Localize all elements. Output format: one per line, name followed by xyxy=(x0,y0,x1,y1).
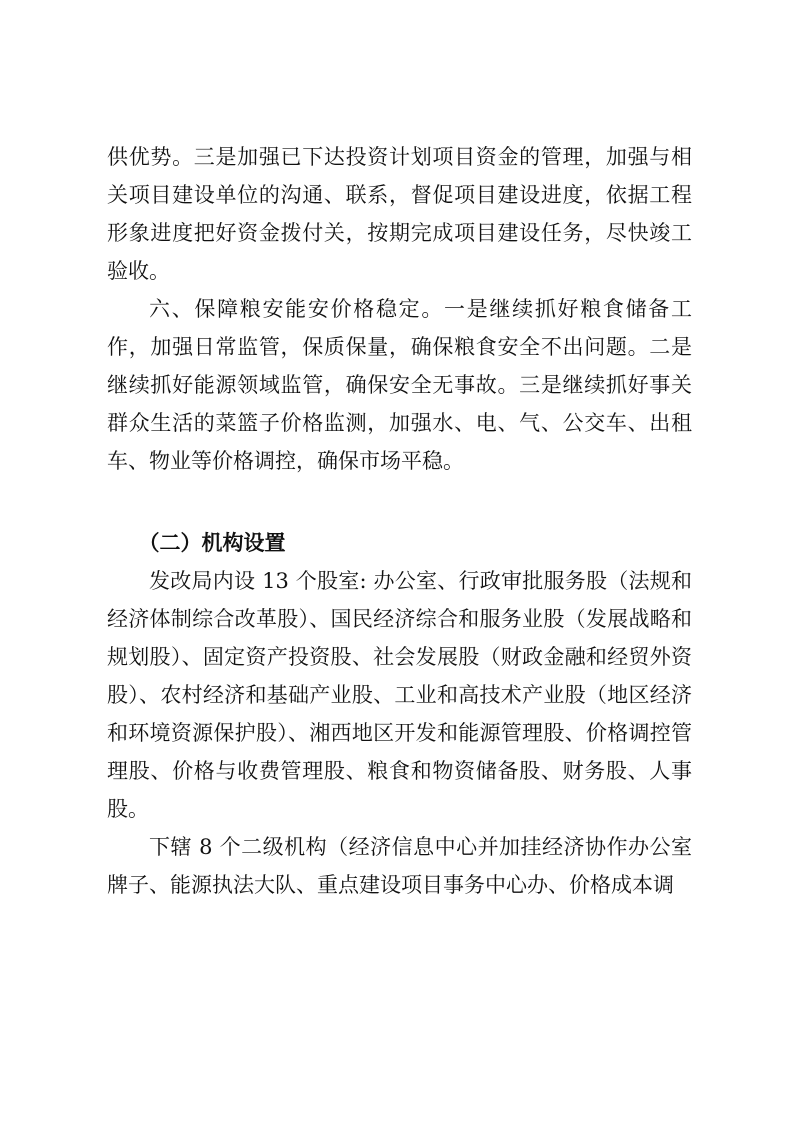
document-body xyxy=(107,138,692,904)
section-heading-organization: （二）机构设置 xyxy=(138,531,286,555)
section-spacer xyxy=(107,480,692,524)
paragraph-subordinate-units: 下辖 8 个二级机构（经济信息中心并加挂经济协作办公室牌子、能源执法大队、重点建设项目事务中心办、价格成本调 xyxy=(107,835,692,897)
paragraph-price-stability: 六、保障粮安能安价格稳定。一是继续抓好粮食储备工作，加强日常监管，保质保量，确保粮食安全不出问题。二是继续抓好能源领域监管，确保安全无事故。三是继续抓好事关群众生活的菜篮子价格监测，加强水、电、气、公交车、出租车、物业等价格调控，确保市场平稳。 xyxy=(107,297,692,473)
paragraph-investment-management: 供优势。三是加强已下达投资计划项目资金的管理，加强与相关项目建设单位的沟通、联系，督促项目建设进度，依据工程形象进度把好资金拨付关，按期完成项目建设任务，尽快竣工验收。 xyxy=(107,145,692,283)
paragraph-internal-departments: 发改局内设 13 个股室: 办公室、行政审批服务股（法规和经济体制综合改革股）、国民经济综合和服务业股（发展战略和规划股）、固定资产投资股、社会发展股（财政金融和经贸外资股）、农村经济和基础产业股、工业和高技术产业股（地区经济和环境资源保护股）、湘西地区开发和能源管理股、价格调控管理股、价格与收费管理股、粮食和物资储备股、财务股、人事股。 xyxy=(107,569,692,821)
